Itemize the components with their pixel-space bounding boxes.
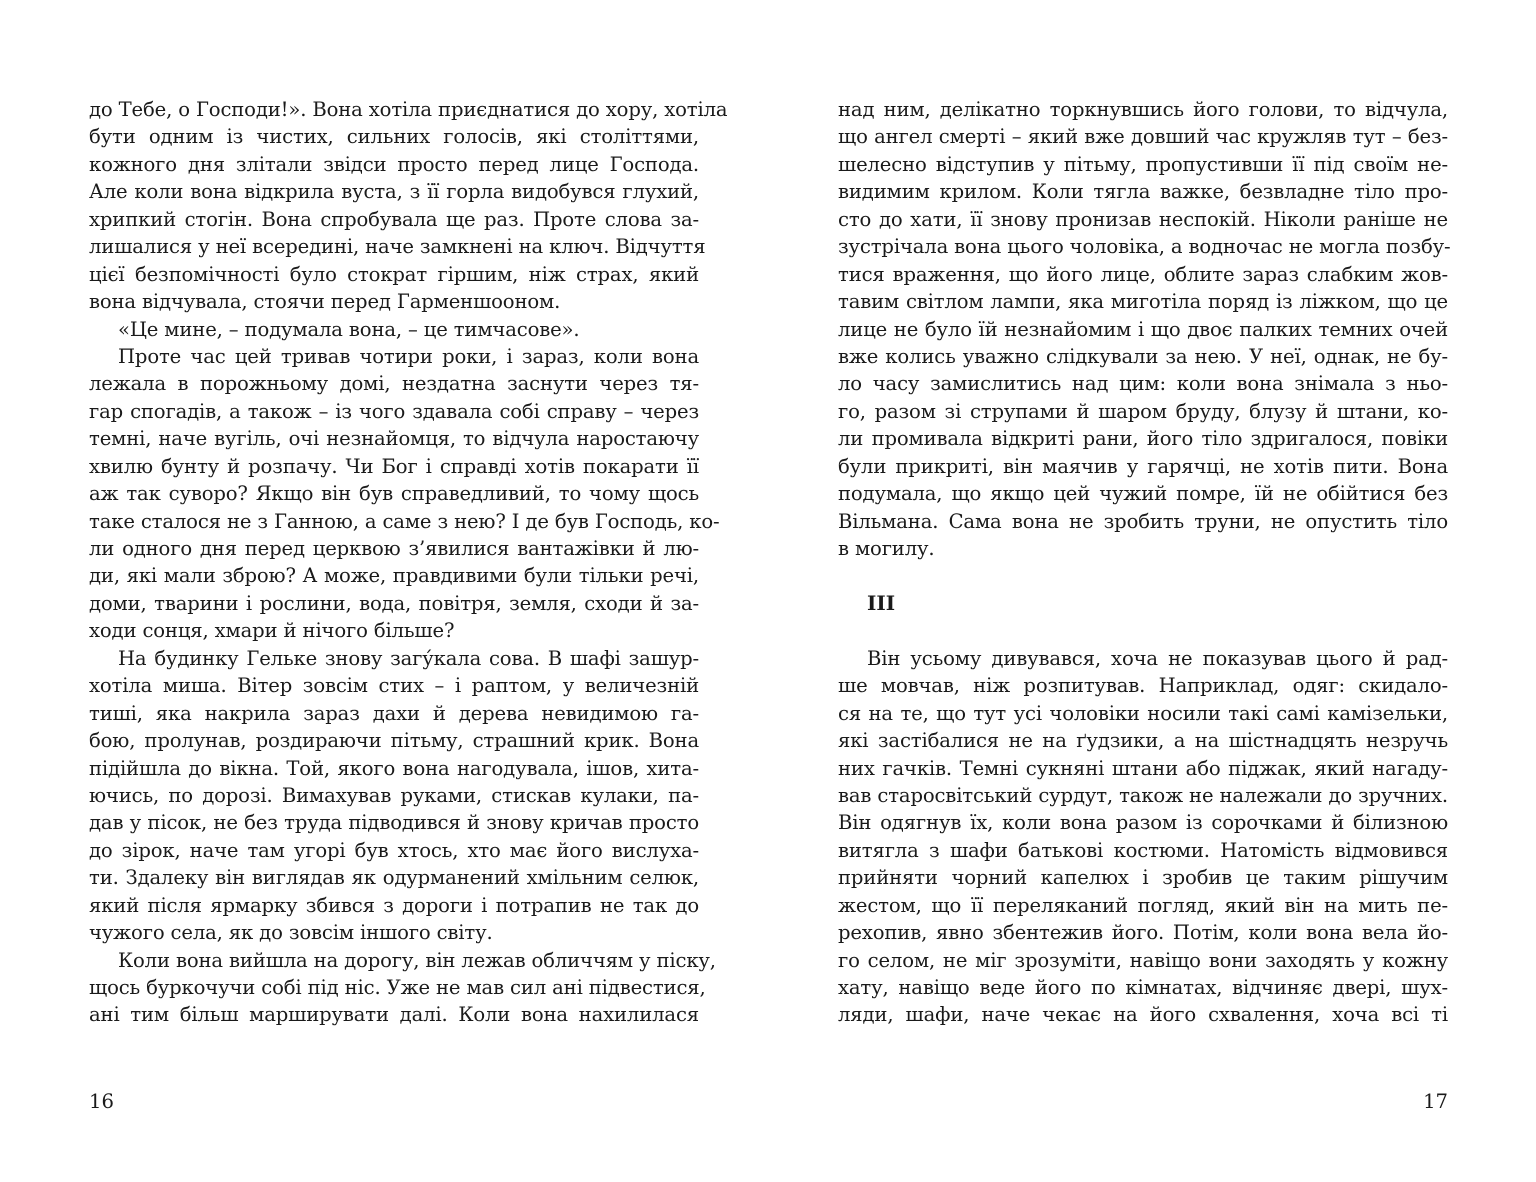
text-line: лишалися у неї всередині, наче замкнені на ключ. Відчуття — [89, 235, 706, 259]
text-line: хату, навіщо веде його по кімнатах, відчиняє двері, шух- — [838, 976, 1448, 999]
text-line: Він одягнув їх, коли вона разом із сорочками й білизною — [838, 811, 1448, 835]
text-line: ані тим більш марширувати далі. Коли вона нахилилася — [89, 1003, 699, 1027]
page-number-left: 16 — [89, 1090, 114, 1113]
text-line: бою, пролунав, роздираючи пітьму, страшний крик. Вона — [89, 729, 699, 753]
text-line: хвилю бунту й розпачу. Чи Бог і справді хотів покарати її — [89, 454, 699, 478]
text-line: які застібалися не на ґудзики, а на шістнадцять незручь — [838, 729, 1448, 753]
text-line: тавим світлом лампи, яка миготіла поряд із ліжком, що це — [838, 290, 1448, 314]
text-line: видимим крилом. Коли тягла важке, безвладне тіло про- — [838, 180, 1448, 204]
text-line: Проте час цей тривав чотири роки, і зараз, коли вона — [118, 344, 699, 368]
text-line: ди, які мали зброю? А може, правдивими були тільки речі, — [89, 564, 699, 588]
text-line: ходи сонця, хмари й нічого більше? — [89, 619, 455, 643]
text-line: Вільмана. Сама вона не зробить труни, не опустить тіло — [838, 509, 1448, 533]
chapter-heading: III — [867, 590, 896, 615]
left-page — [89, 96, 728, 1029]
text-line: гар спогадів, а також – із чого здавала собі справу – через — [89, 399, 699, 423]
text-line: який після ярмарку збився з дороги і потрапив не так до — [89, 893, 699, 917]
text-line: го, разом зі струпами й шаром бруду, блузу й штани, ко- — [838, 399, 1448, 423]
text-line: Він усьому дивувався, хоча не показував цього й рад- — [867, 646, 1448, 670]
text-line: в могилу. — [838, 537, 935, 560]
text-line: дав у пісок, не без труда підводився й знову кричав просто — [89, 811, 699, 835]
text-line: лежала в порожньому домі, нездатна заснути через тя- — [89, 372, 699, 396]
text-line: вона відчувала, стоячи перед Гарменшооном. — [89, 290, 561, 314]
text-line: вже колись уважно слідкували за нею. У неї, однак, не бу- — [838, 344, 1448, 368]
text-line: На будинку Гельке знову загу́кала сова. В шафі зашур- — [118, 646, 699, 670]
text-line: до Тебе, о Господи!». Вона хотіла приєднатися до хору, хотіла — [89, 98, 728, 121]
text-line: лице не було їй незнайомим і що двоє палких темних очей — [838, 317, 1448, 341]
blank-line — [838, 617, 1448, 644]
text-line: темні, наче вугіль, очі незнайомця, то відчула наростаючу — [89, 427, 699, 451]
text-line: ло часу замислитись над цим: коли вона знімала з ньо- — [838, 372, 1448, 396]
text-line: витягла з шафи батькові костюми. Натомість відмовився — [838, 838, 1448, 862]
text-line: ли одного дня перед церквою з’явилися вантажівки й лю- — [89, 537, 699, 560]
right-page — [838, 96, 1451, 1029]
text-line: цієї безпомічності було стократ гіршим, ніж страх, який — [89, 262, 699, 286]
text-line: жестом, що її переляканий погляд, який він на мить пе- — [838, 893, 1448, 917]
blank-line — [838, 562, 1448, 589]
text-line: щось буркочучи собі під ніс. Уже не мав сил ані підвестися, — [89, 976, 706, 999]
text-line: кожного дня злітали звідси просто перед лице Господа. — [89, 152, 699, 176]
text-line: «Це мине, – подумала вона, – це тимчасове». — [118, 317, 580, 341]
text-line: ти. Здалеку він виглядав як одурманений хмільним селюк, — [89, 866, 699, 890]
text-line: аж так суворо? Якщо він був справедливий, то чому щось — [89, 482, 699, 506]
text-line: були прикриті, він маячив у гарячці, не хотів пити. Вона — [838, 454, 1448, 478]
text-line: сто до хати, її знову пронизав неспокій. Ніколи раніше не — [838, 207, 1448, 231]
text-line: таке сталося не з Ганною, а саме з нею? І де був Господь, ко- — [89, 509, 720, 533]
text-line: підійшла до вікна. Той, якого вона нагодувала, ішов, хита- — [89, 756, 699, 780]
text-line: вав старосвітський сурдут, також не належали до зручних. — [838, 783, 1448, 807]
text-line: ли промивала відкриті рани, його тіло здригалося, повіки — [838, 427, 1448, 451]
text-line: ся на те, що тут усі чоловіки носили такі самі камізельки, — [838, 701, 1448, 725]
text-line: шелесно відступив у пітьму, пропустивши її під своїм не- — [838, 152, 1448, 176]
text-line: тися враження, що його лице, облите зараз слабким жов- — [838, 262, 1448, 286]
text-line: го селом, не міг зрозуміти, навіщо вони заходять у кожну — [838, 948, 1448, 972]
text-line: чужого села, як до зовсім іншого світу. — [89, 921, 493, 945]
text-line: подумала, що якщо цей чужий помре, їй не обійтися без — [838, 482, 1448, 506]
text-line: прийняти чорний капелюх і зробив це таким рішучим — [838, 866, 1448, 890]
page-number-right: 17 — [1423, 1090, 1448, 1113]
text-line: над ним, делікатно торкнувшись його голови, то відчула, — [838, 98, 1448, 121]
text-line: рехопив, явно збентежив його. Потім, коли вона вела йо- — [838, 921, 1448, 945]
text-line: хотіла миша. Вітер зовсім стих – і раптом, у величезній — [89, 674, 699, 698]
text-line: бути одним із чистих, сильних голосів, які століттями, — [89, 125, 699, 149]
text-line: доми, тварини і рослини, вода, повітря, земля, сходи й за- — [89, 591, 699, 615]
text-line: що ангел смерті – який вже довший час кружляв тут – без- — [838, 125, 1448, 149]
text-line: ше мовчав, ніж розпитував. Наприклад, одяг: скидало- — [838, 674, 1448, 698]
text-line: них гачків. Темні сукняні штани або піджак, який нагаду- — [838, 756, 1448, 780]
text-line: Але коли вона відкрила вуста, з її горла видобувся глухий, — [89, 180, 699, 204]
text-line: Коли вона вийшла на дорогу, він лежав обличчям у піску, — [118, 948, 716, 972]
text-line: тиші, яка накрила зараз дахи й дерева невидимою га- — [89, 701, 699, 725]
text-line: до зірок, наче там угорі був хтось, хто має його вислуха- — [89, 838, 699, 862]
text-line: хрипкий стогін. Вона спробувала ще раз. Проте слова за- — [89, 207, 699, 231]
text-line: ляди, шафи, наче чекає на його схвалення, хоча всі ті — [838, 1003, 1448, 1027]
text-line: зустрічала вона цього чоловіка, а водночас не могла позбу- — [838, 235, 1451, 259]
text-line: ючись, по дорозі. Вимахував руками, стискав кулаки, па- — [89, 783, 699, 807]
